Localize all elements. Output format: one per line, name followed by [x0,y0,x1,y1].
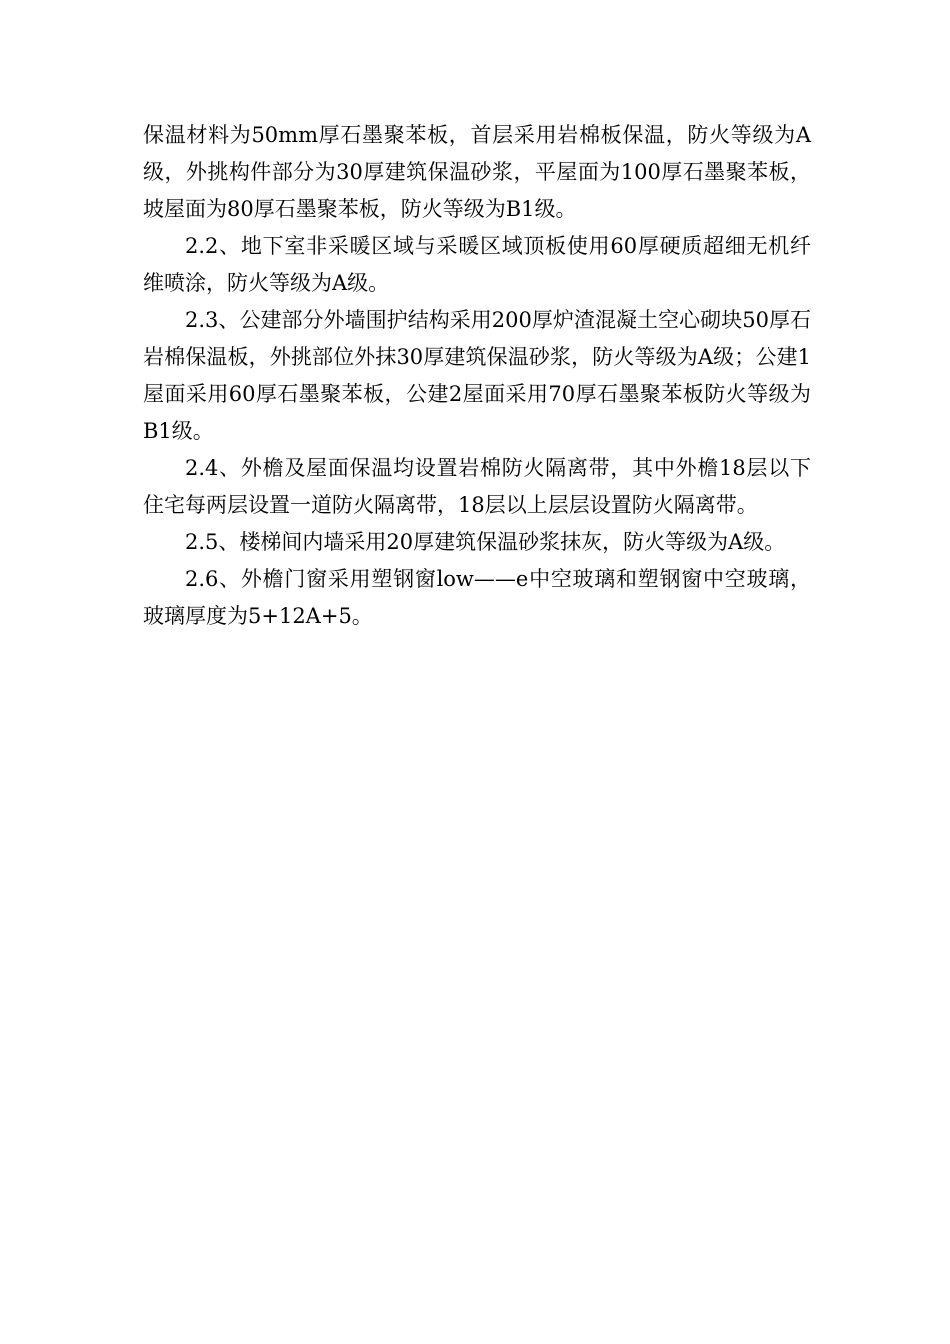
paragraph-2-3: 2.3、公建部分外墙围护结构采用200厚炉渣混凝土空心砌块50厚石岩棉保温板，外挑部位外抹30厚建筑保温砂浆，防火等级为A级；公建1屋面采用60厚石墨聚苯板，公建2屋面采用70厚石墨聚苯板防火等级为B1级。 [143,308,811,443]
paragraph-2-6: 2.6、外檐门窗采用塑钢窗low——e中空玻璃和塑钢窗中空玻璃，玻璃厚度为5+12A+5。 [143,567,811,628]
paragraph-2-5: 2.5、楼梯间内墙采用20厚建筑保温砂浆抹灰，防火等级为A级。 [185,530,786,554]
document-body [143,117,811,635]
paragraph-2-2: 2.2、地下室非采暖区域与采暖区域顶板使用60厚硬质超细无机纤维喷涂，防火等级为A级。 [143,234,811,295]
paragraph-2-4: 2.4、外檐及屋面保温均设置岩棉防火隔离带，其中外檐18层以下住宅每两层设置一道防火隔离带，18层以上层层设置防火隔离带。 [143,456,811,517]
paragraph-continuation: 保温材料为50mm厚石墨聚苯板，首层采用岩棉板保温，防火等级为A级，外挑构件部分为30厚建筑保温砂浆，平屋面为100厚石墨聚苯板，坡屋面为80厚石墨聚苯板，防火等级为B1级。 [143,123,811,221]
